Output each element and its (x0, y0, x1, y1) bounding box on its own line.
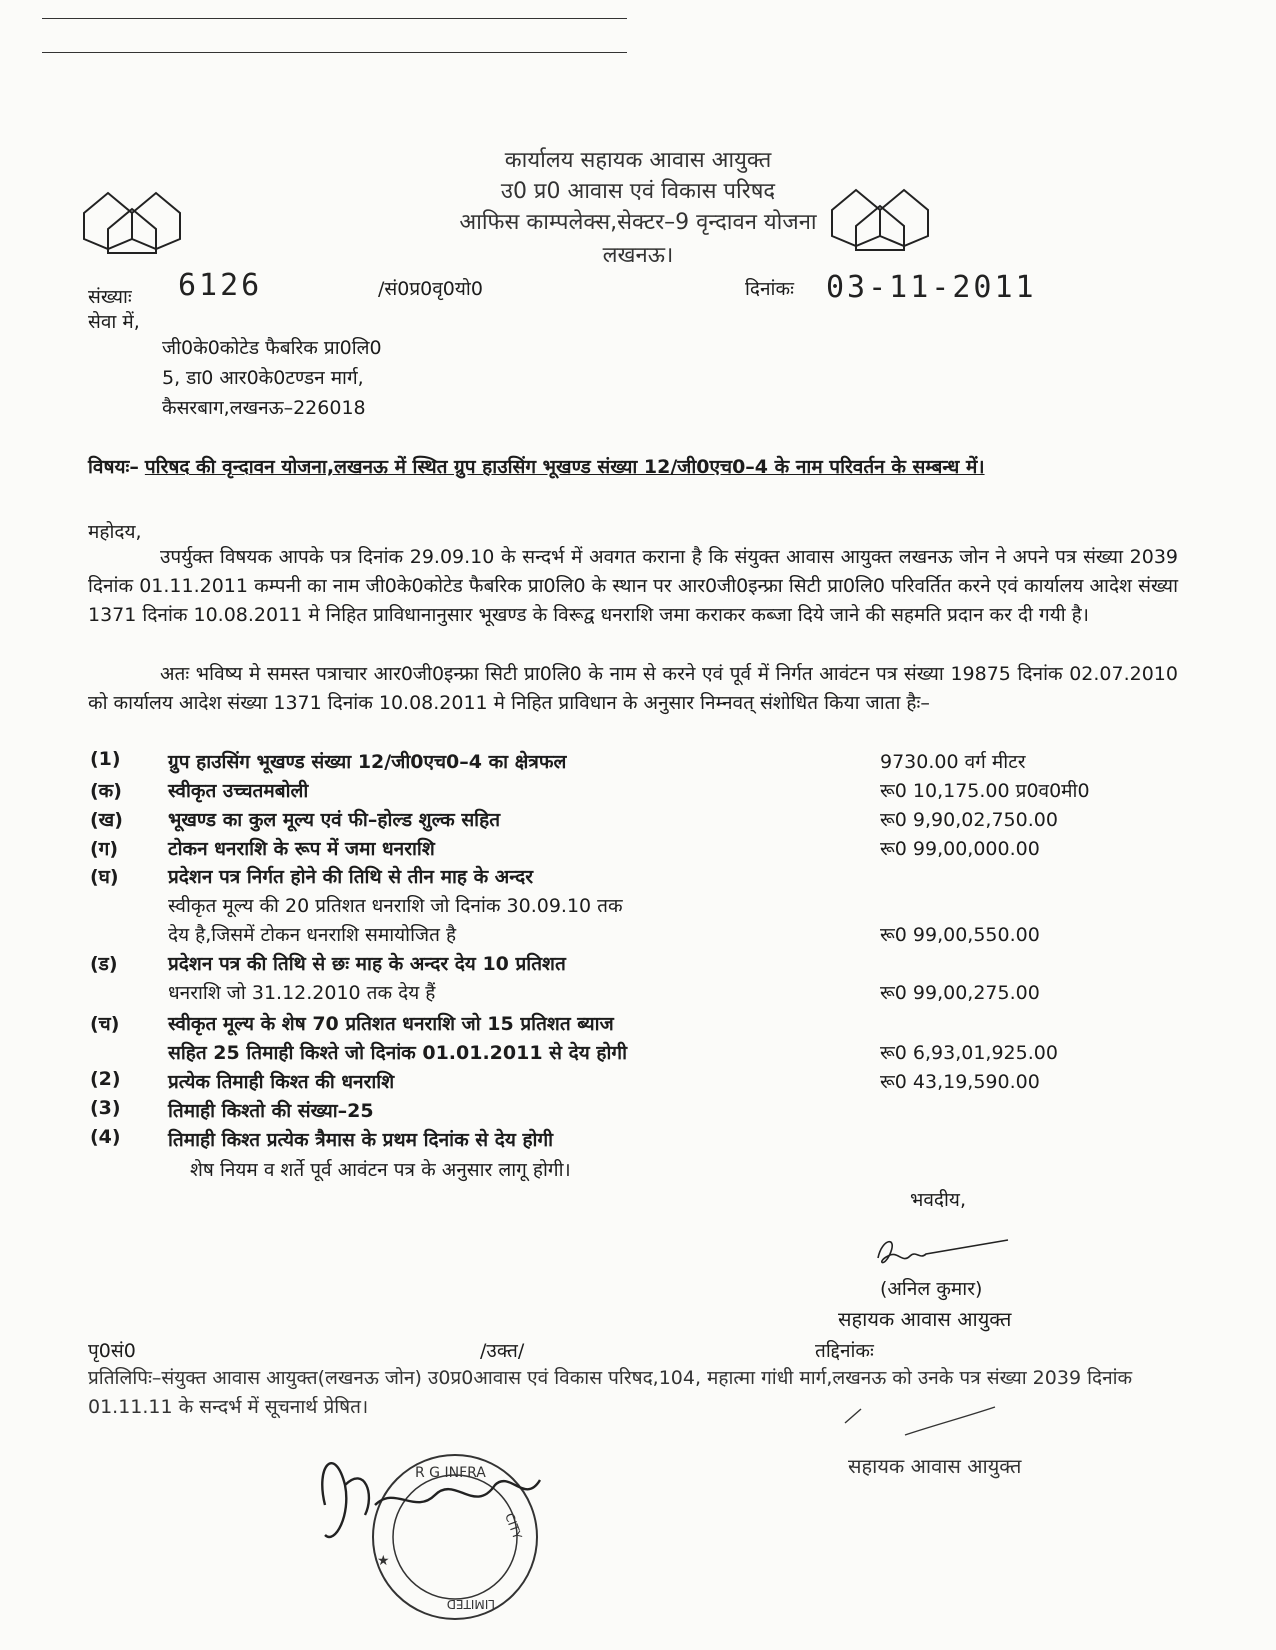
top-rule-1 (42, 18, 627, 19)
list-item (90, 1097, 1190, 1126)
body-paragraph-1: उपर्युक्त विषयक आपके पत्र दिनांक 29.09.10 के सन्दर्भ में अवगत कराना है कि संयुक्त आवास आयुक्त लखनऊ जोन ने अपने पत्र संख्या 2039 दिनांक 01.11.2011 कम्पनी का नाम जी0के0कोटेड फैबरिक प्रा0लि0 के स्थान पर आर0जी0इन्फ्रा सिटी प्रा0लि0 परिवर्तित करने एवं कार्यालय आदेश संख्या 1371 दिनांक 10.08.2011 मे निहित प्राविधानानुसार भूखण्ड के विरूद्व धनराशि जमा कराकर कब्जा दिये जाने की सहमति प्रदान कर दी गयी है। (88, 546, 1178, 626)
greeting: महोदय, (88, 521, 142, 543)
list-item (90, 748, 1190, 777)
top-rule-2 (42, 52, 627, 53)
item-number: (ग) (90, 838, 119, 860)
item-number: (2) (90, 1068, 121, 1090)
body-paragraph-2: अतः भविष्य मे समस्त पत्राचार आर0जी0इन्फ्रा सिटी प्रा0लि0 के नाम से करने एवं पूर्व में निर्गत आवंटन पत्र संख्या 19875 दिनांक 02.07.2010 को कार्यालय आदेश संख्या 1371 दिनांक 10.08.2011 मे निहित प्राविधान के अनुसार निम्नवत् संशोधित किया जाता हैः– (88, 663, 1178, 714)
item-description: टोकन धनराशि के रूप में जमा धनराशि (168, 838, 435, 860)
item-description: तिमाही किश्त प्रत्येक त्रैमास के प्रथम दिनांक से देय होगी (168, 1129, 554, 1151)
item-number: (1) (90, 748, 121, 770)
item-value: रू0 6,93,01,925.00 (880, 1042, 1058, 1064)
letter-number-handwritten: 6126 (178, 268, 263, 303)
copy-text: प्रतिलिपिः–संयुक्त आवास आयुक्त(लखनऊ जोन) उ0प्र0आवास एवं विकास परिषद,104, महात्मा गांधी मार्ग,लखनऊ को उनके पत्र संख्या 2039 दिनांक 01.11.11 के सन्दर्भ में सूचनार्थ प्रेषित। (88, 1367, 1133, 1418)
item-description-line-3: देय है,जिसमें टोकन धनराशि समायोजित है (168, 924, 457, 946)
item-description-line-1: स्वीकृत मूल्य के शेष 70 प्रतिशत धनराशि जो 15 प्रतिशत ब्याज (168, 1013, 614, 1035)
item-number: (ड) (90, 953, 118, 975)
list-item (90, 777, 1190, 806)
item-number: (क) (90, 780, 122, 802)
item-value: रू0 9,90,02,750.00 (880, 809, 1058, 831)
svg-text:★: ★ (377, 1553, 390, 1569)
svg-text:R G INFRA: R G INFRA (415, 1465, 486, 1481)
council-name: उ0 प्र0 आवास एवं विकास परिषद (500, 179, 776, 204)
item-description-line-2: सहित 25 तिमाही किश्ते जो दिनांक 01.01.2011 से देय होगी (168, 1042, 627, 1064)
copy-designation: सहायक आवास आयुक्त (848, 1454, 1022, 1478)
list-item (90, 1010, 1190, 1070)
date-label: दिनांकः (745, 278, 794, 300)
letter-date-handwritten: 03-11-2011 (826, 270, 1037, 305)
letter-number-label: संख्याः (88, 286, 132, 308)
list-item (90, 1068, 1190, 1097)
item-number: (घ) (90, 866, 119, 888)
item-description: स्वीकृत उच्चतमबोली (168, 780, 309, 802)
item-number: (3) (90, 1097, 121, 1119)
office-code: /सं0प्र0वृ0यो0 (378, 278, 483, 300)
item-number: (च) (90, 1013, 120, 1035)
initial-scribble-icon (835, 1395, 1005, 1445)
addressee-line-2: 5, डा0 आर0के0टण्डन मार्ग, (162, 367, 364, 389)
item-description-line-1: प्रदेशन पत्र की तिथि से छः माह के अन्दर देय 10 प्रतिशत (168, 953, 566, 975)
item-number: (ख) (90, 809, 123, 831)
addressee-line-1: जी0के0कोटेड फैबरिक प्रा0लि0 (162, 337, 382, 359)
item-value: रू0 99,00,275.00 (880, 982, 1040, 1004)
list-item (90, 1126, 1190, 1155)
copy-ref-label: पृ0सं0 (88, 1340, 136, 1362)
item-description: तिमाही किश्तो की संख्या–25 (168, 1100, 374, 1122)
parishad-logo-left-icon (82, 183, 182, 255)
list-item (90, 806, 1190, 835)
subject-label: विषयः– (88, 456, 139, 478)
office-name: कार्यालय सहायक आवास आयुक्त (504, 148, 772, 173)
list-item (90, 863, 1190, 953)
item-description-line-1: प्रदेशन पत्र निर्गत होने की तिथि से तीन माह के अन्दर (168, 866, 534, 888)
item-value: रू0 43,19,590.00 (880, 1071, 1040, 1093)
subject (88, 453, 1178, 482)
item-description: प्रत्येक तिमाही किश्त की धनराशि (168, 1071, 395, 1093)
copy-ref-mid: /उक्त/ (480, 1340, 525, 1362)
subject-text: परिषद की वृन्दावन योजना,लखनऊ में स्थित ग्रुप हाउसिंग भूखण्ड संख्या 12/जी0एच0–4 के नाम परिवर्तन के सम्बन्ध में। (144, 456, 985, 478)
item-value: रू0 99,00,550.00 (880, 924, 1040, 946)
item-description-line-2: स्वीकृत मूल्य की 20 प्रतिशत धनराशि जो दिनांक 30.09.10 तक (168, 895, 623, 917)
svg-text:CITY: CITY (502, 1511, 525, 1542)
item-description: भूखण्ड का कुल मूल्य एवं फी–होल्ड शुल्क सहित (168, 809, 501, 831)
addressee-line-3: कैसरबाग,लखनऊ–226018 (162, 397, 366, 419)
company-seal-stamp-icon (305, 1425, 555, 1635)
valediction: भवदीय, (910, 1189, 966, 1211)
closing-line: शेष नियम व शर्ते पूर्व आवंटन पत्र के अनुसार लागू होगी। (190, 1159, 571, 1181)
svg-text:LIMITED: LIMITED (446, 1597, 495, 1611)
signature-scribble-icon (868, 1228, 1018, 1278)
signatory-name: (अनिल कुमार) (880, 1278, 983, 1300)
office-city: लखनऊ। (602, 243, 674, 268)
item-value: 9730.00 वर्ग मीटर (880, 751, 1026, 773)
copy-date-label: तद्दिनांकः (815, 1340, 874, 1362)
item-value: रू0 10,175.00 प्र0व0मी0 (880, 780, 1090, 802)
addressee-to: सेवा में, (88, 311, 140, 333)
item-description: ग्रुप हाउसिंग भूखण्ड संख्या 12/जी0एच0–4 का क्षेत्रफल (168, 751, 567, 773)
signatory-designation: सहायक आवास आयुक्त (838, 1307, 1012, 1331)
item-value: रू0 99,00,000.00 (880, 838, 1040, 860)
item-description-line-2: धनराशि जो 31.12.2010 तक देय हैं (168, 982, 436, 1004)
list-item (90, 835, 1190, 864)
office-address: आफिस काम्पलेक्स,सेक्टर–9 वृन्दावन योजना (459, 210, 817, 235)
list-item (90, 950, 1190, 1010)
item-number: (4) (90, 1126, 121, 1148)
